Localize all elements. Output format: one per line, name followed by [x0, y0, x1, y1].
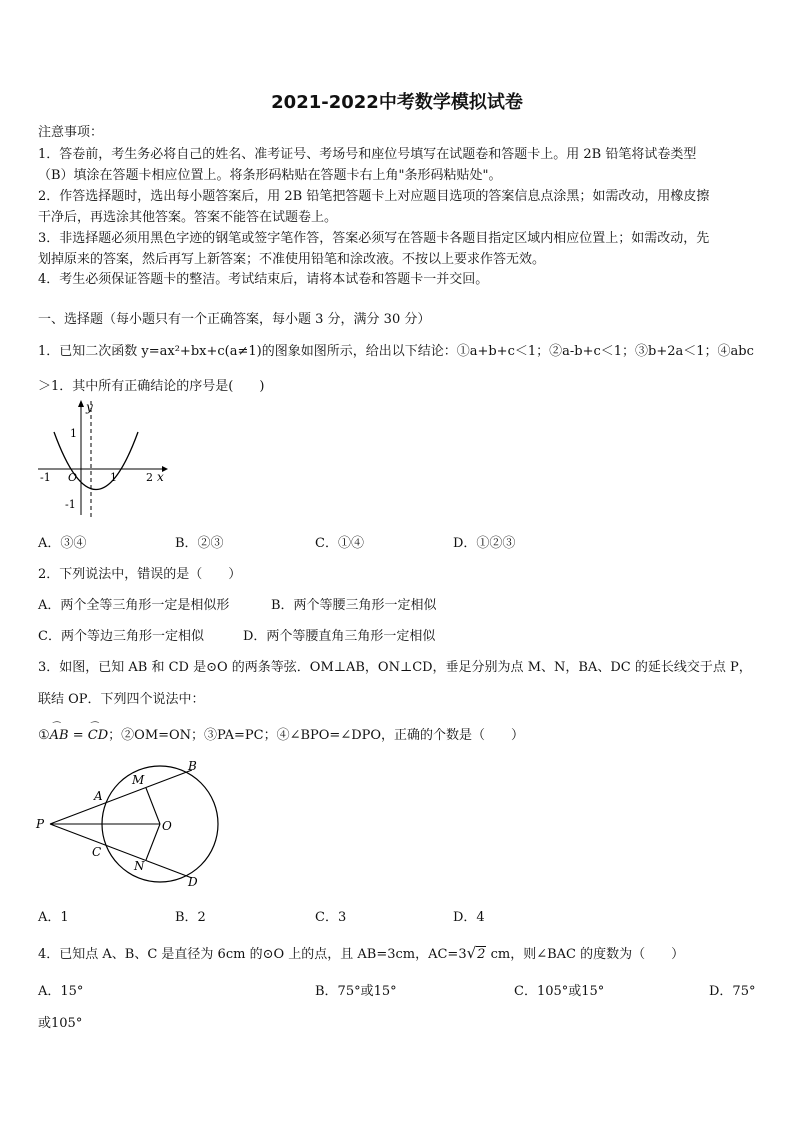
q1-option-a: A．③④: [38, 536, 87, 551]
label-n: N: [134, 859, 145, 873]
parabola-curve: [54, 432, 138, 490]
q2-option-c: C．两个等边三角形一定相似: [38, 629, 204, 644]
question-3-stem-cont: 联结 OP．下列四个说法中：: [38, 692, 205, 707]
q3-option-b: B．2: [175, 910, 206, 925]
question-4-stem: [38, 943, 684, 962]
sqrt-argument: 2: [477, 947, 486, 962]
tick-x-neg1: -1: [40, 471, 51, 484]
question-1-stem-cont: ＞1．其中所有正确结论的序号是( ): [38, 379, 265, 394]
notice-heading: 注意事项：: [38, 125, 104, 140]
q2-option-a: A．两个全等三角形一定是相似形: [38, 598, 230, 613]
label-d: D: [188, 875, 198, 889]
q1-option-c: C．①④: [315, 536, 364, 551]
equals-sign: =: [68, 728, 88, 743]
q1-option-d: D．①②③: [453, 536, 516, 551]
notice-line: 3．非选择题必须用黑色字迹的钢笔或签字笔作答，答案必须写在答题卡各题目指定区域内相应位置上；如需改动，先: [38, 231, 710, 246]
y-axis-arrow-icon: [78, 400, 84, 407]
label-c: C: [92, 845, 102, 859]
notice-line: 1．答卷前，考生务必将自己的姓名、准考证号、考场号和座位号填写在试题卷和答题卡上。用 2B 铅笔将试卷类型: [38, 147, 697, 162]
notice-line: 干净后，再选涂其他答案。答案不能答在试题卷上。: [38, 210, 338, 225]
arc-ab: ⌒ AB: [50, 728, 69, 743]
question-1-stem: 1．已知二次函数 y=ax²+bx+c(a≠1)的图象如图所示，给出以下结论：①a+b+c＜1；②a-b+c＜1；③b+2a＜1；④abc: [38, 344, 754, 359]
segment-om: [146, 788, 160, 824]
tick-x1: 1: [110, 471, 117, 484]
y-label: y: [86, 400, 93, 414]
notice-line: 2．作答选择题时，选出每小题答案后，用 2B 铅笔把答题卡上对应题目选项的答案信息点涂黑；如需改动，用橡皮擦: [38, 189, 710, 204]
notice-line: （B）填涂在答题卡相应位置上。将条形码粘贴在答题卡右上角"条形码粘贴处"。: [38, 168, 502, 183]
label-m: M: [132, 773, 145, 787]
q4-option-b: B．75°或15°: [315, 984, 397, 999]
tick-y1: 1: [70, 427, 77, 440]
tick-x2: 2: [146, 471, 153, 484]
q4-option-c: C．105°或15°: [514, 984, 605, 999]
label-o: O: [162, 819, 172, 833]
parabola-graph: [34, 397, 174, 522]
statements-rest: ；②OM=ON；③PA=PC；④∠BPO=∠DPO，正确的个数是（ ）: [108, 728, 525, 743]
q1-option-b: B．②③: [175, 536, 224, 551]
segment-on: [146, 824, 160, 860]
q2-option-b: B．两个等腰三角形一定相似: [271, 598, 437, 613]
q3-option-d: D．4: [453, 910, 485, 925]
sqrt-symbol: √: [466, 944, 477, 962]
q4-stem-part1: 4．已知点 A、B、C 是直径为 6cm 的⊙O 上的点，且 AB=3cm，AC=3: [38, 947, 467, 962]
question-3-statements: [38, 724, 524, 743]
q2-option-d: D．两个等腰直角三角形一定相似: [243, 629, 436, 644]
tick-y-neg1: -1: [65, 498, 76, 511]
page-title: 2021-2022中考数学模拟试卷: [271, 92, 523, 113]
notice-line: 划掉原来的答案，然后再写上新答案；不准使用铅笔和涂改液。不按以上要求作答无效。: [38, 252, 546, 267]
question-3-stem: 3．如图，已知 AB 和 CD 是⊙O 的两条等弦．OM⊥AB，ON⊥CD，垂足分别为点 M、N，BA、DC 的延长线交于点 P，: [38, 660, 752, 675]
label-p: P: [36, 817, 45, 831]
q4-option-d-cont: 或105°: [38, 1016, 83, 1031]
label-a: A: [94, 789, 103, 803]
q3-option-c: C．3: [315, 910, 347, 925]
q4-stem-part2: cm，则∠BAC 的度数为（ ）: [486, 947, 685, 962]
question-2-stem: 2．下列说法中，错误的是（ ）: [38, 567, 242, 582]
secant-pb: [50, 770, 192, 824]
q4-option-d: D．75°: [709, 984, 756, 999]
section-heading: 一、选择题（每小题只有一个正确答案，每小题 3 分，满分 30 分）: [38, 312, 431, 327]
x-label: x: [157, 470, 164, 484]
label-b: B: [188, 759, 197, 773]
notice-line: 4．考生必须保证答题卡的整洁。考试结束后，请将本试卷和答题卡一并交回。: [38, 272, 489, 287]
q4-option-a: A．15°: [38, 984, 84, 999]
origin-label: O: [68, 471, 78, 484]
circle-figure: [34, 752, 234, 892]
q3-option-a: A．1: [38, 910, 69, 925]
circle-one-marker: ①: [38, 728, 50, 743]
arc-cd: ⌒ CD: [88, 728, 108, 743]
